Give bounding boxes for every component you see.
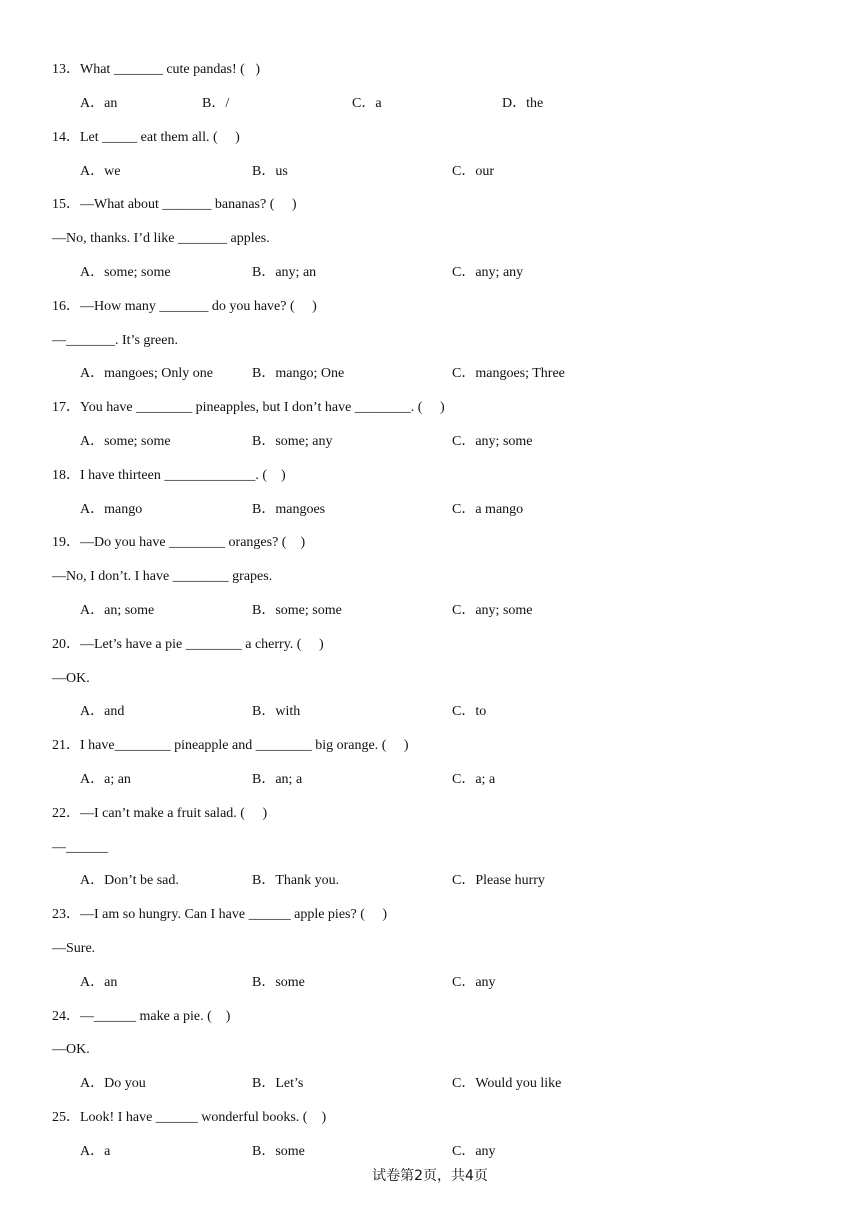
q19-option-c[interactable]: C．any; some: [452, 603, 533, 618]
q25-option-c[interactable]: C．any: [452, 1144, 496, 1159]
q13-option-d[interactable]: D．the: [502, 96, 544, 111]
q15-option-b[interactable]: B．any; an: [252, 265, 317, 280]
q21-option-a[interactable]: A．a; an: [80, 772, 131, 787]
question-16-reply: —_______. It’s green.: [52, 333, 178, 348]
q14-option-b[interactable]: B．us: [252, 164, 288, 179]
q25-option-a[interactable]: A．a: [80, 1144, 111, 1159]
q16-option-c[interactable]: C．mangoes; Three: [452, 366, 565, 381]
q15-option-c[interactable]: C．any; any: [452, 265, 524, 280]
question-19-reply: —No, I don’t. I have ________ grapes.: [52, 569, 273, 584]
question-24: 24．—______ make a pie. ( ): [52, 1009, 231, 1024]
q15-option-a[interactable]: A．some; some: [80, 265, 171, 280]
q22-option-a[interactable]: A．Don’t be sad.: [80, 873, 179, 888]
q16-option-b[interactable]: B．mango; One: [252, 366, 345, 381]
q23-option-a[interactable]: A．an: [80, 975, 118, 990]
question-21: 21．I have________ pineapple and ________ big orange. ( ): [52, 738, 409, 753]
question-23-reply: —Sure.: [52, 941, 96, 956]
q18-option-b[interactable]: B．mangoes: [252, 502, 326, 517]
question-25: 25．Look! I have ______ wonderful books. ( ): [52, 1110, 327, 1125]
q24-option-b[interactable]: B．Let’s: [252, 1076, 304, 1091]
q20-option-b[interactable]: B．with: [252, 704, 301, 719]
q23-option-b[interactable]: B．some: [252, 975, 305, 990]
q13-option-c[interactable]: C．a: [352, 96, 382, 111]
q22-option-c[interactable]: C．Please hurry: [452, 873, 545, 888]
q24-option-c[interactable]: C．Would you like: [452, 1076, 562, 1091]
q20-option-c[interactable]: C．to: [452, 704, 487, 719]
q19-option-a[interactable]: A．an; some: [80, 603, 155, 618]
q21-option-b[interactable]: B．an; a: [252, 772, 303, 787]
q17-option-b[interactable]: B．some; any: [252, 434, 333, 449]
q21-option-c[interactable]: C．a; a: [452, 772, 496, 787]
q20-option-a[interactable]: A．and: [80, 704, 125, 719]
question-15: 15．—What about _______ bananas? ( ): [52, 197, 297, 212]
page-footer: 试卷第2页，共4页: [372, 1168, 488, 1184]
q17-option-c[interactable]: C．any; some: [452, 434, 533, 449]
q18-option-a[interactable]: A．mango: [80, 502, 143, 517]
question-20-reply: —OK.: [52, 671, 90, 686]
question-15-reply: —No, thanks. I’d like _______ apples.: [52, 231, 270, 246]
q24-option-a[interactable]: A．Do you: [80, 1076, 146, 1091]
q13-option-b[interactable]: B．/: [202, 96, 230, 111]
q16-option-a[interactable]: A．mangoes; Only one: [80, 366, 213, 381]
q22-option-b[interactable]: B．Thank you.: [252, 873, 340, 888]
q13-option-a[interactable]: A．an: [80, 96, 118, 111]
q14-option-a[interactable]: A．we: [80, 164, 121, 179]
q23-option-c[interactable]: C．any: [452, 975, 496, 990]
q25-option-b[interactable]: B．some: [252, 1144, 305, 1159]
question-22-reply: —______: [52, 840, 108, 855]
q14-option-c[interactable]: C．our: [452, 164, 494, 179]
q18-option-c[interactable]: C．a mango: [452, 502, 524, 517]
question-24-reply: —OK.: [52, 1042, 90, 1057]
q17-option-a[interactable]: A．some; some: [80, 434, 171, 449]
question-23: 23．—I am so hungry. Can I have ______ apple pies? ( ): [52, 907, 388, 922]
question-19: 19．—Do you have ________ oranges? ( ): [52, 535, 306, 550]
question-22: 22．—I can’t make a fruit salad. ( ): [52, 806, 268, 821]
question-13: 13．What _______ cute pandas! ( ): [52, 62, 260, 77]
q19-option-b[interactable]: B．some; some: [252, 603, 342, 618]
question-14: 14．Let _____ eat them all. ( ): [52, 130, 240, 145]
question-18: 18．I have thirteen _____________. ( ): [52, 468, 286, 483]
question-16: 16．—How many _______ do you have? ( ): [52, 299, 317, 314]
question-20: 20．—Let’s have a pie ________ a cherry. ( ): [52, 637, 324, 652]
question-17: 17．You have ________ pineapples, but I don’t have ________. ( ): [52, 400, 445, 415]
